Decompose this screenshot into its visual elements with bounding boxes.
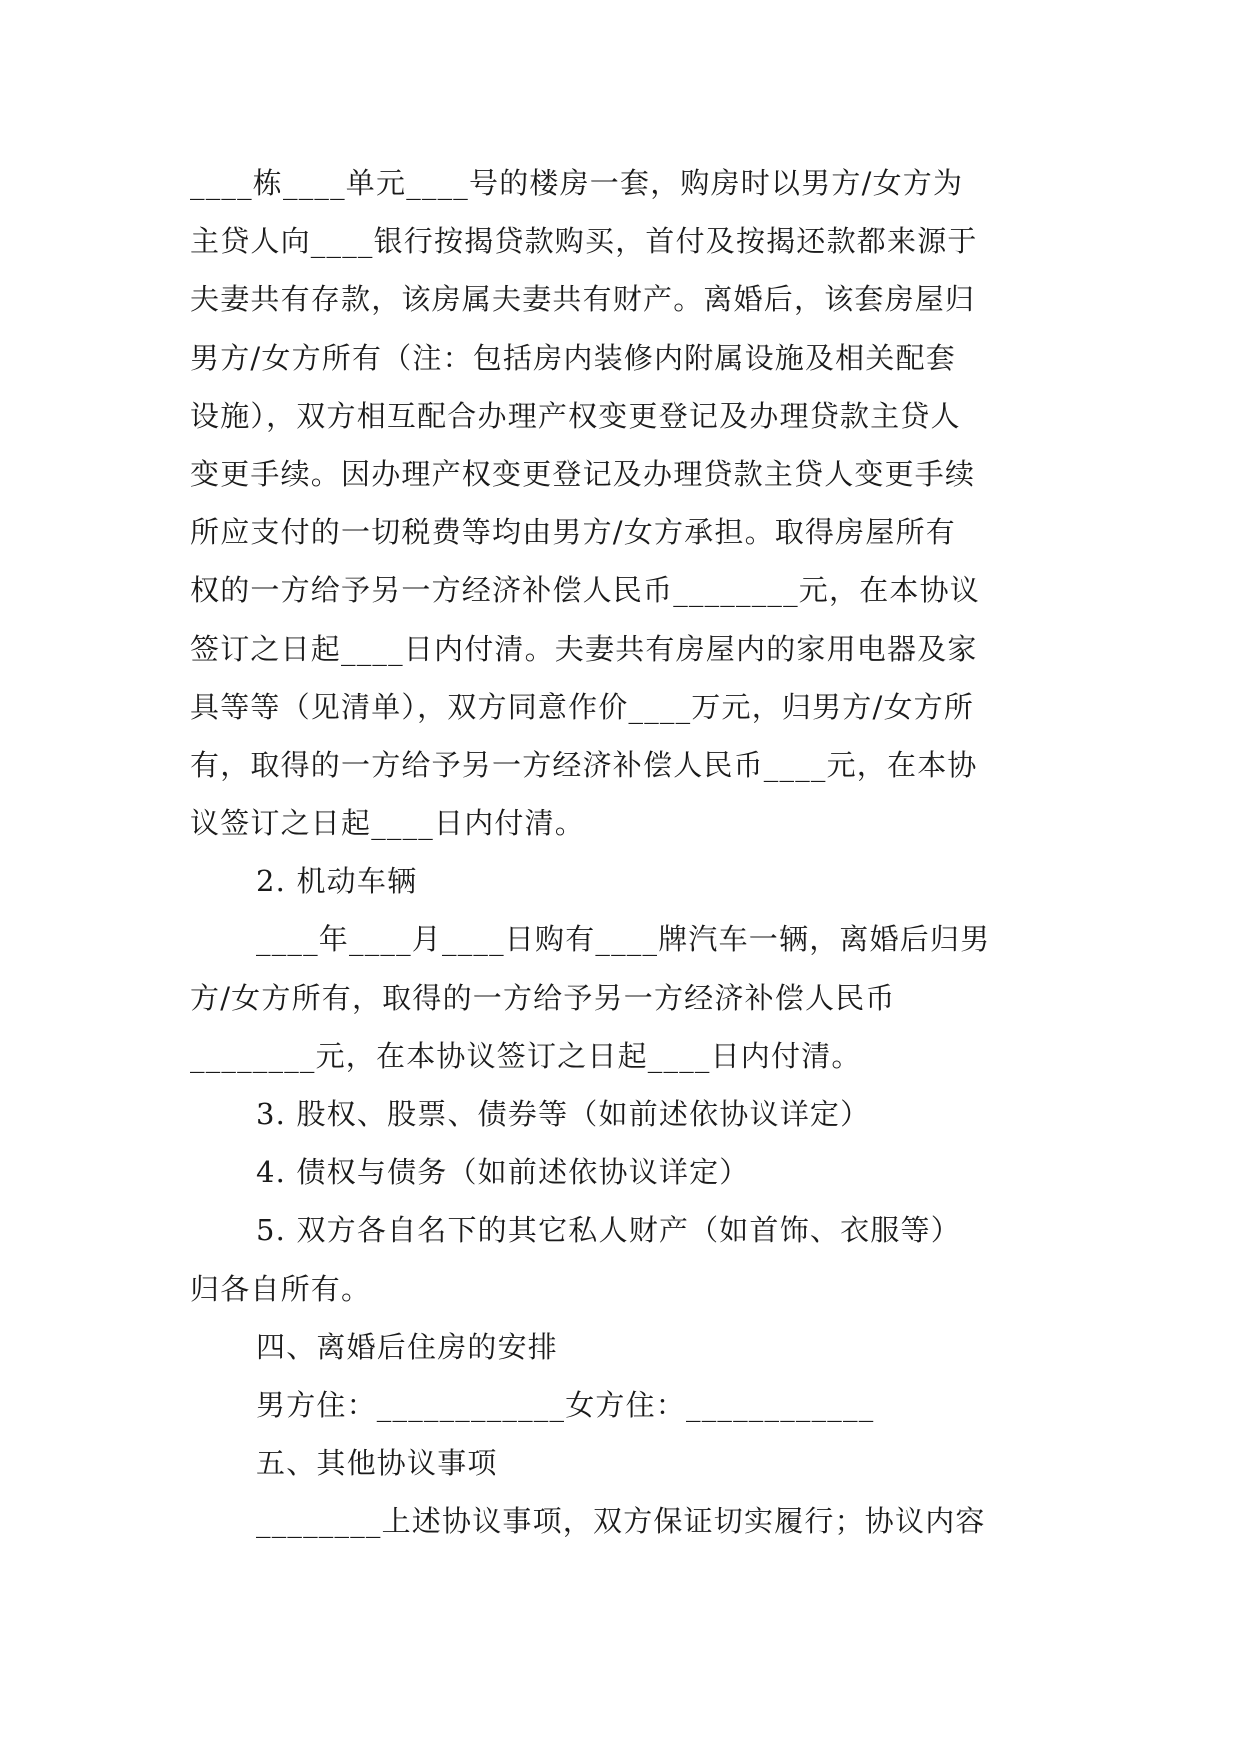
paragraph-line: 具等等（见清单），双方同意作价____万元，归男方/女方所	[190, 689, 975, 724]
paragraph-line: 设施），双方相互配合办理产权变更登记及办理贷款主贷人	[190, 398, 961, 433]
paragraph-line: 签订之日起____日内付清。夫妻共有房屋内的家用电器及家	[190, 631, 978, 666]
section-heading-debts: 4. 债权与债务（如前述依协议详定）	[256, 1155, 750, 1190]
paragraph-line: 权的一方给予另一方经济补偿人民币________元，在本协议	[190, 573, 981, 608]
paragraph-line: 夫妻共有存款，该房属夫妻共有财产。离婚后，该套房屋归	[190, 282, 976, 317]
paragraph-line: 方/女方所有，取得的一方给予另一方经济补偿人民币	[190, 980, 896, 1015]
paragraph-line: 有，取得的一方给予另一方经济补偿人民币____元，在本协	[190, 747, 978, 782]
paragraph-line: 主贷人向____银行按揭贷款购买，首付及按揭还款都来源于	[190, 224, 978, 259]
document-body	[190, 154, 1050, 1551]
paragraph-line: ________上述协议事项，双方保证切实履行；协议内容	[256, 1504, 986, 1539]
paragraph-line: 男方/女方所有（注：包括房内装修内附属设施及相关配套	[190, 340, 956, 375]
paragraph-line: ________元，在本协议签订之日起____日内付清。	[190, 1038, 862, 1073]
section-heading-vehicle: 2. 机动车辆	[256, 864, 418, 899]
section-heading-housing: 四、离婚后住房的安排	[256, 1329, 559, 1364]
section-heading-other-matters: 五、其他协议事项	[256, 1446, 498, 1481]
paragraph-line: ____年____月____日购有____牌汽车一辆，离婚后归男	[256, 922, 991, 957]
paragraph-line: 议签订之日起____日内付清。	[190, 806, 586, 841]
paragraph-line: 所应支付的一切税费等均由男方/女方承担。取得房屋所有	[190, 515, 956, 550]
section-heading-personal-property: 5. 双方各自名下的其它私人财产（如首饰、衣服等）	[256, 1213, 961, 1248]
paragraph-line: 变更手续。因办理产权变更登记及办理贷款主贷人变更手续	[190, 456, 976, 491]
paragraph-line: ____栋____单元____号的楼房一套，购房时以男方/女方为	[190, 166, 964, 200]
paragraph-line: 归各自所有。	[190, 1271, 372, 1306]
housing-residence-line: 男方住：____________女方住：____________	[256, 1387, 875, 1422]
section-heading-equity: 3. 股权、股票、债券等（如前述依协议详定）	[256, 1097, 871, 1131]
